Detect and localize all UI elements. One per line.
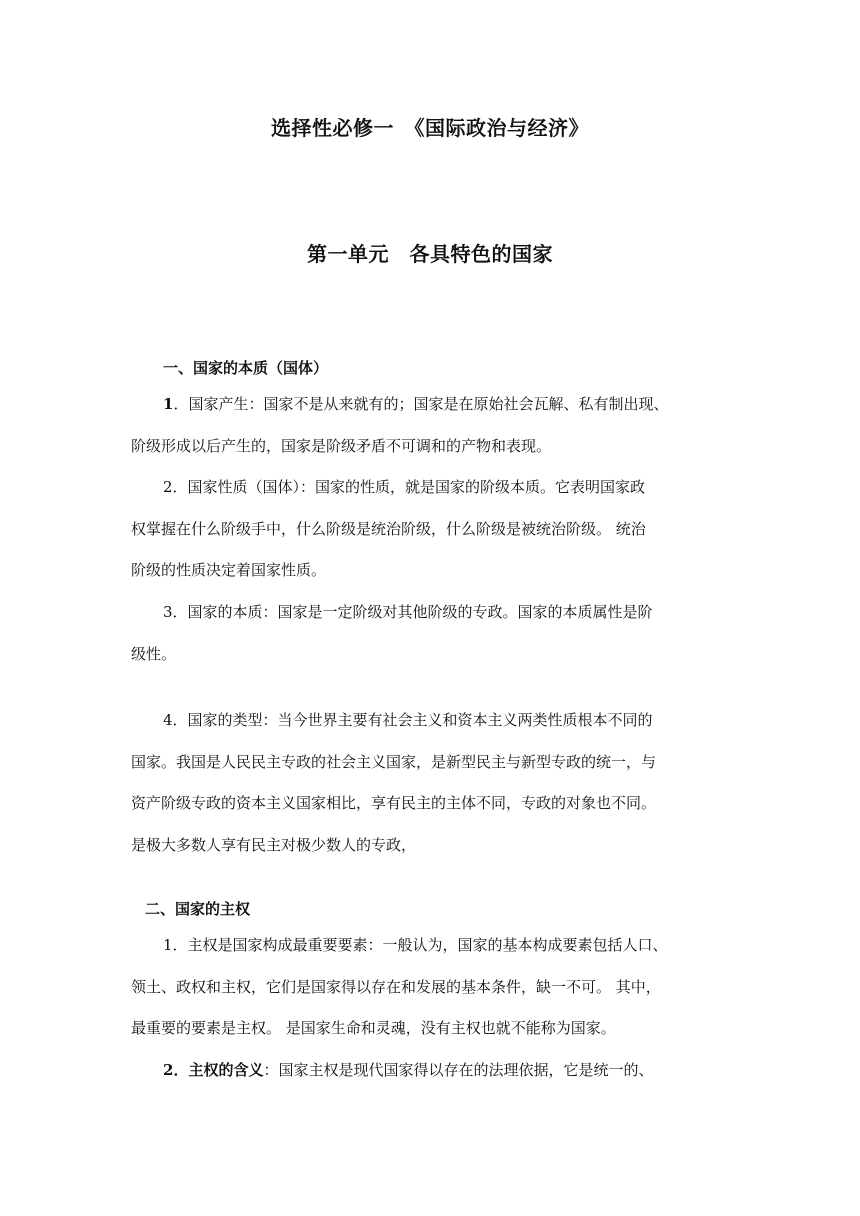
item-number: 1 bbox=[163, 395, 174, 413]
paragraph-line bbox=[131, 700, 731, 742]
paragraph-line bbox=[131, 592, 731, 634]
paragraph-1-1 bbox=[131, 384, 731, 467]
paragraph-line: 最重要的要素是主权。 是国家生命和灵魂，没有主权也就不能称为国家。 bbox=[131, 1019, 616, 1037]
section-heading-2: 二、国家的主权 bbox=[145, 900, 251, 918]
paragraph-line bbox=[131, 925, 731, 967]
paragraph-text: ：国家主权是现代国家得以存在的法理依据，它是统一的、 bbox=[263, 1061, 654, 1079]
item-lead: ．主权的含义 bbox=[173, 1061, 264, 1079]
paragraph-line: 阶级的性质决定着国家性质。 bbox=[131, 561, 327, 579]
paragraph-2-2 bbox=[131, 1050, 731, 1092]
item-number: 3 bbox=[163, 603, 173, 621]
paragraph-line bbox=[131, 1050, 731, 1092]
item-number: 2 bbox=[163, 1061, 174, 1079]
paragraph-1-3 bbox=[131, 592, 731, 675]
paragraph-line: 领土、政权和主权，它们是国家得以存在和发展的基本条件，缺一不可。 其中， bbox=[131, 977, 661, 996]
paragraph-line: 阶级形成以后产生的，国家是阶级矛盾不可调和的产物和表现。 bbox=[131, 436, 552, 455]
paragraph-line bbox=[131, 467, 731, 509]
paragraph-text: ．主权是国家构成最重要要素：一般认为，国家的基本构成要素包括人口、 bbox=[172, 936, 668, 954]
item-number: 4 bbox=[163, 711, 173, 729]
item-number: 2 bbox=[163, 478, 173, 496]
paragraph-1-2 bbox=[131, 467, 731, 592]
paragraph-line: 是极大多数人享有民主对极少数人的专政， bbox=[131, 835, 417, 854]
paragraph-1-4 bbox=[131, 700, 731, 866]
paragraph-2-1 bbox=[131, 925, 731, 1050]
paragraph-text: ．国家性质（国体）：国家的性质，就是国家的阶级本质。它表明国家政 bbox=[172, 478, 646, 496]
paragraph-text: ．国家产生：国家不是从来就有的；国家是在原始社会瓦解、私有制出现、 bbox=[173, 395, 669, 413]
paragraph-line: 国家。我国是人民民主专政的社会主义国家，是新型民主与新型专政的统一，与 bbox=[131, 752, 657, 771]
paragraph-line: 级性。 bbox=[131, 644, 177, 663]
paragraph-text: ．国家的本质：国家是一定阶级对其他阶级的专政。国家的本质属性是阶 bbox=[172, 603, 653, 621]
paragraph-line: 权掌握在什么阶级手中，什么阶级是统治阶级，什么阶级是被统治阶级。 统治 bbox=[131, 519, 646, 538]
item-number: 1 bbox=[163, 936, 173, 954]
paragraph-line bbox=[131, 384, 731, 426]
paragraph-text: ．国家的类型：当今世界主要有社会主义和资本主义两类性质根本不同的 bbox=[172, 711, 653, 729]
unit-title: 第一单元 各具特色的国家 bbox=[307, 242, 553, 266]
document-title: 选择性必修一 《国际政治与经济》 bbox=[271, 116, 589, 140]
section-heading-1: 一、国家的本质（国体） bbox=[163, 359, 329, 377]
paragraph-line: 资产阶级专政的资本主义国家相比，享有民主的主体不同，专政的对象也不同。 bbox=[131, 794, 657, 812]
